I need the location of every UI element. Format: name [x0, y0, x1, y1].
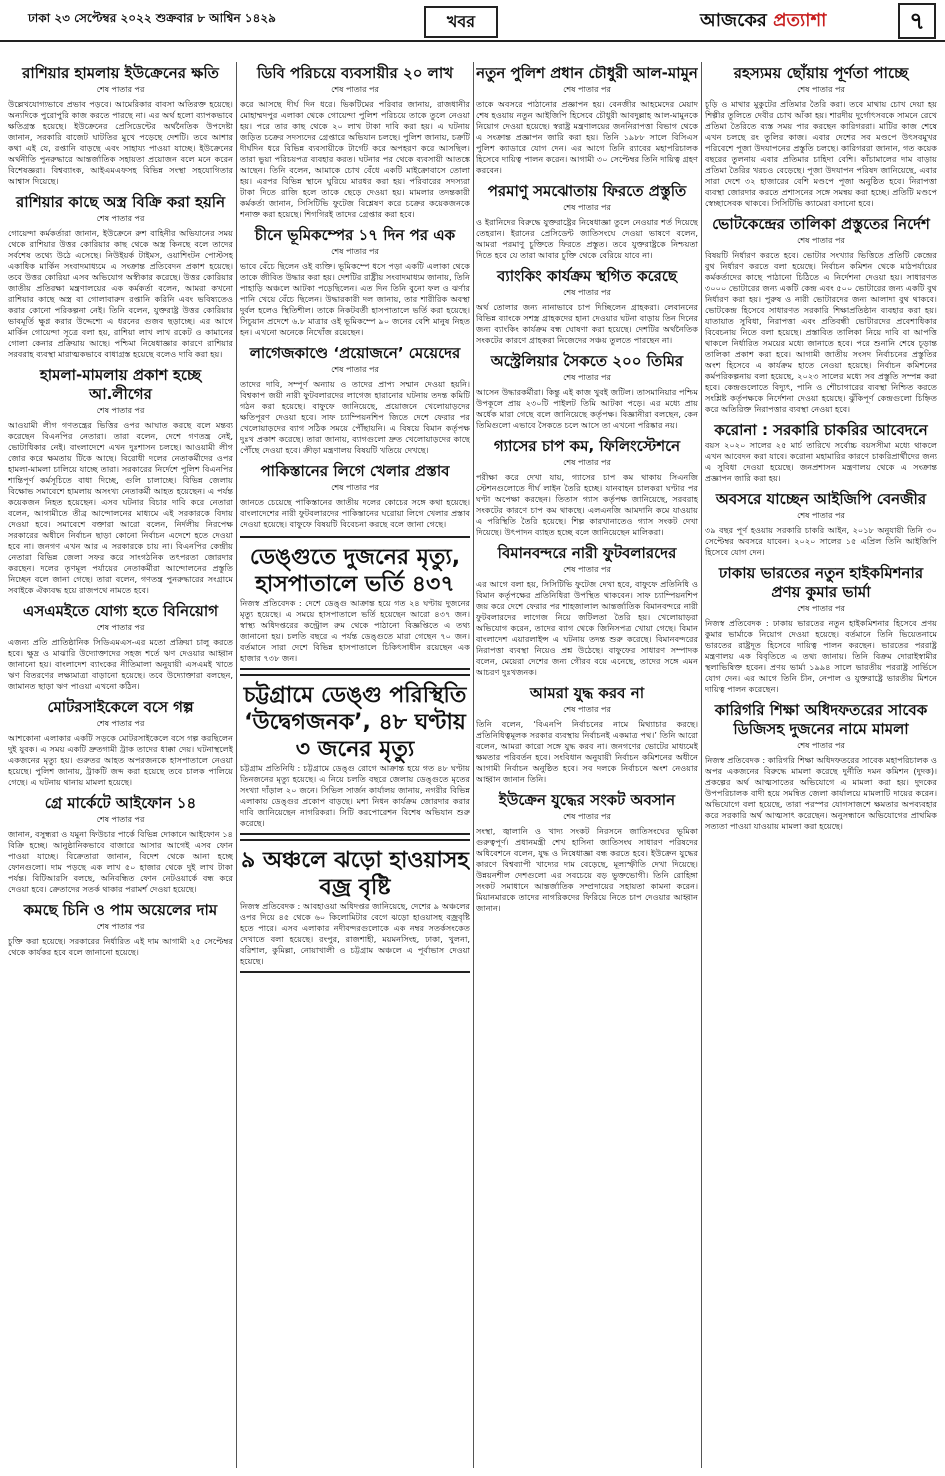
article-headline[interactable]: গ্রে মার্কেটে আইফোন ১৪	[44, 794, 197, 812]
article-headline[interactable]: পরমাণু সমঝোতায় ফিরতে প্রস্তুতি	[487, 182, 687, 200]
article-body: সংস্থা, জ্বালানি ও খাদ্য সংকট নিরসনে জাতিসংঘের ভূমিকা গুরুত্বপূর্ণ। প্রধানমন্ত্রী শেখ হাসিনা জাতিসংঘ সাধারণ পরিষদের অধিবেশনে বলেন, যুদ্ধ ও নিষেধাজ্ঞা বন্ধ করতে হবে। ইউক্রেন যুদ্ধের কারণে বিশ্বব্যাপী খাদ্যের দাম বেড়েছে, মূল্যস্ফীতি দেখা দিয়েছে। উন্নয়নশীল দেশগুলো এর সবচেয়ে বড় ভুক্তভোগী। তিনি রোহিঙ্গা সংকট সমাধানে আন্তর্জাতিক সম্প্রদায়ের সহায়তা কামনা করেন। মিয়ানমারকে তাদের নাগরিকদের ফিরিয়ে নিতে চাপ দেওয়ার আহ্বান জানান।	[476, 826, 698, 913]
continued-label: শেষ পাতার পর	[331, 85, 379, 94]
continued-label: শেষ পাতার পর	[96, 719, 145, 728]
column-3	[476, 62, 698, 1468]
article[interactable]	[240, 839, 470, 973]
article-headline[interactable]: রাশিয়ার কাছে অস্ত্র বিক্রি করা হয়নি	[15, 193, 226, 211]
article-body: আওয়ামী লীগ গণতন্ত্রের ভিত্তির ওপর আঘাত করছে বলে মন্তব্য করেছেন বিএনপির নেতারা। তারা বলেন, দেশে গণতন্ত্র নেই, ভোটাধিকার নেই। বাংলাদেশে এখন দুঃশাসন চলছে। আওয়ামী লীগ জোর করে ক্ষমতায় টিকে আছে। বিরোধী দলের নেতাকর্মীদের ওপর হামলা-মামলা চালিয়ে যাচ্ছে তারা। সরকারের নির্দেশে পুলিশ বিএনপির শান্তিপূর্ণ কর্মসূচিতে বাধা দিচ্ছে, গুলি চালাচ্ছে। বিভিন্ন জেলায় বিক্ষোভ সমাবেশে হামলায় অসংখ্য নেতাকর্মী আহত হয়েছেন। এ পর্যন্ত কয়েকজন নিহত হয়েছেন। এসব ঘটনার বিচার দাবি করে নেতারা বলেন, আগামীতে তীব্র আন্দোলনের মাধ্যমে এই সরকারকে বিদায় দেওয়া হবে। সমাবেশে বক্তারা আরো বলেন, নির্দলীয় নিরপেক্ষ সরকারের অধীনে নির্বাচন ছাড়া কোনো নির্বাচন এদেশে হতে দেওয়া হবে না। জনগণ এখন আর এ সরকারকে চায় না। বিএনপির কেন্দ্রীয় নেতারা বিভিন্ন জেলা সফর করে সাংগঠনিক তৎপরতা জোরদার করছেন। দলের তৃণমূল পর্যায়ের নেতাকর্মীরা আন্দোলনের প্রস্তুতি নিচ্ছেন বলে জানা গেছে। তারা বলেন, গণতন্ত্র পুনরুদ্ধারের সংগ্রামে সবাইকে ঐক্যবদ্ধ হয়ে রাজপথে নামতে হবে।	[8, 420, 233, 595]
article-body: চূড়ি ও মাথার মুকুটের প্রতিমার তৈরি করা। তবে মাথায় চোখ দেয়া হয় শিল্পীর তুলিতে দেবীর চোখ আঁকা হয়। শারদীয় দুর্গোৎসবকে সামনে রেখে প্রতিমা তৈরিতে ব্যস্ত সময় পার করছেন কারিগররা। মাটির কাজ শেষে এখন চলছে রং তুলির কাজ। এবার দেশের সব মণ্ডপে উৎসবমুখর পরিবেশে পূজা উদযাপনের প্রস্তুতি চলছে। কারিগররা জানান, গত কয়েক বছরের তুলনায় এবার প্রতিমার চাহিদা বেশি। কাঁচামালের দাম বাড়ায় প্রতিমা তৈরির খরচও বেড়েছে। পূজা উদযাপন পরিষদ জানিয়েছে, এবার সারা দেশে ৩২ হাজারের বেশি মণ্ডপে পূজা অনুষ্ঠিত হবে। নিরাপত্তা ব্যবস্থা জোরদার করতে প্রশাসনের সঙ্গে সমন্বয় করা হচ্ছে। প্রতিটি মণ্ডপে স্বেচ্ছাসেবক থাকবে। সিসিটিভি ক্যামেরা বসানো হবে।	[705, 99, 937, 208]
article-headline[interactable]: ডিবি পরিচয়ে ব্যবসায়ীর ২০ লাখ	[256, 64, 454, 82]
article-body: ও ইরানিদের বিরুদ্ধে যুক্তরাষ্ট্রের নিষেধাজ্ঞা তুলে নেওয়ার শর্ত দিয়েছে তেহরান। ইরানের প্রেসিডেন্ট জাতিসংঘে দেওয়া ভাষণে বলেন, আমরা পরমাণু চুক্তিতে ফিরতে প্রস্তুত। তবে যুক্তরাষ্ট্রকে নিশ্চয়তা দিতে হবে যে তারা আবার চুক্তি থেকে বেরিয়ে যাবে না।	[476, 217, 698, 260]
article-body: তিনি বলেন, ‘বিএনপি নির্বাচনের নামে মিথ্যাচার করছে। প্রতিনিধিত্বমূলক সরকার ব্যবস্থায় নির্বাচনই একমাত্র পথ।’ তিনি আরো বলেন, আমরা কারো সঙ্গে যুদ্ধ করব না। জনগণের ভোটের মাধ্যমেই ক্ষমতার পরিবর্তন হবে। সংবিধান অনুযায়ী নির্বাচন কমিশনের অধীনে আগামী নির্বাচন অনুষ্ঠিত হবে। সব দলকে নির্বাচনে অংশ নেওয়ার আহ্বান জানান তিনি।	[476, 719, 698, 784]
logo-text-b: প্রত্যাশা	[773, 10, 827, 31]
article[interactable]	[240, 462, 470, 530]
article-body: আসেন উদ্ধারকর্মীরা। কিন্তু এই কাজ খুবই জটিল। তাসমানিয়ার পশ্চিম উপকূলে প্রায় ২৩০টি পাইলট তিমি আটকা পড়ে। এর মধ্যে প্রায় অর্ধেক মারা গেছে বলে জানিয়েছে কর্তৃপক্ষ। বিজ্ঞানীরা বলছেন, কেন তিমিগুলো এভাবে সৈকতে চলে আসে তা এখনো পরিষ্কার নয়।	[476, 387, 698, 430]
article-body: তাকে অবসরে পাঠানোর প্রজ্ঞাপন হয়। বেনজীর আহমেদের মেয়াদ শেষ হওয়ায় নতুন আইজিপি হিসেবে চৌধুরী আবদুল্লাহ আল-মামুনকে নিয়োগ দেওয়া হয়েছে। স্বরাষ্ট্র মন্ত্রণালয়ের জননিরাপত্তা বিভাগ থেকে এ সংক্রান্ত প্রজ্ঞাপন জারি করা হয়। তিনি ১৯৮৮ সালে বিসিএস পুলিশ ক্যাডারে যোগ দেন। এর আগে তিনি র‌্যাবের মহাপরিচালক হিসেবে দায়িত্ব পালন করেন। আগামী ৩০ সেপ্টেম্বর তিনি দায়িত্ব গ্রহণ করবেন।	[476, 99, 698, 175]
article-body: ৩৯ বছর পূর্ণ হওয়ায় সরকারি চাকরি আইন, ২০১৮ অনুযায়ী তিনি ৩০ সেপ্টেম্বর অবসরে যাবেন। ২০২০ সালের ১৫ এপ্রিল তিনি আইজিপি হিসেবে যোগ দেন।	[705, 525, 937, 557]
continued-label: শেষ পাতার পর	[96, 406, 145, 415]
article-headline[interactable]: আমরা যুদ্ধ করব না	[529, 684, 645, 702]
article[interactable]	[476, 684, 698, 785]
continued-label: শেষ পাতার পর	[563, 705, 611, 714]
article[interactable]	[476, 64, 698, 176]
page-number: ৭	[898, 3, 936, 39]
column-rule	[236, 62, 237, 1468]
continued-label: শেষ পাতার পর	[797, 236, 845, 245]
continued-label: শেষ পাতার পর	[96, 85, 145, 94]
article-body: নিজস্ব প্রতিবেদক : দেশে ডেঙ্গু আক্রান্ত হয়ে গত ২৪ ঘণ্টায় দুজনের মৃত্যু হয়েছে। এ সময়ে হাসপাতালে ভর্তি হয়েছেন আরো ৪৩৭ জন। স্বাস্থ্য অধিদপ্তরের কন্ট্রোল রুম থেকে পাঠানো বিজ্ঞপ্তিতে এ তথ্য জানানো হয়। চলতি বছরে এ পর্যন্ত ডেঙ্গুতে মারা গেছেন ৭০ জন। বর্তমানে সারা দেশে বিভিন্ন হাসপাতালে চিকিৎসাধীন রয়েছেন এক হাজার ৭৩৮ জন।	[240, 598, 470, 663]
article[interactable]	[705, 490, 937, 558]
column-rule	[473, 62, 474, 1468]
continued-label: শেষ পাতার পর	[96, 815, 145, 824]
article-body: ভাবে বেঁচে ছিলেন ওই ব্যক্তি। ভূমিকম্পে ধসে পড়া একটি এলাকা থেকে তাকে জীবিত উদ্ধার করা হয়। দেশটির রাষ্ট্রীয় সংবাদমাধ্যম জানায়, তিনি পাহাড়ি অঞ্চলে আটকা পড়েছিলেন। এত দিন তিনি বুনো ফল ও ঝর্ণার পানি খেয়ে বেঁচে ছিলেন। উদ্ধারকারী দল জানায়, তার শারীরিক অবস্থা দুর্বল হলেও স্থিতিশীল। তাকে নিকটবর্তী হাসপাতালে ভর্তি করা হয়েছে। সিচুয়ান প্রদেশে ৬.৮ মাত্রার ওই ভূমিকম্পে ৯০ জনের বেশি মানুষ নিহত হন। এখনো অনেকে নিখোঁজ রয়েছেন।	[240, 261, 470, 337]
article-body: জানান, বসুন্ধরা ও যমুনা ফিউচার পার্কে বিভিন্ন দোকানে আইফোন ১৪ বিক্রি হচ্ছে। আনুষ্ঠানিকভাবে বাজারে আসার আগেই এসব ফোন পাওয়া যাচ্ছে। বিক্রেতারা জানান, বিদেশ থেকে আনা হচ্ছে ফোনগুলো। দাম পড়ছে এক লাখ ৫০ হাজার থেকে দুই লাখ টাকা পর্যন্ত। বিটিআরসি বলছে, অনিবন্ধিত ফোন নেটওয়ার্কে বন্ধ করে দেওয়া হবে। ক্রেতাদের সতর্ক থাকার পরামর্শ দেওয়া হয়েছে।	[8, 829, 233, 894]
article-body: করে আসছে দীর্ঘ দিন ধরে। ভিকটিমের পরিবার জানায়, রাজধানীর মোহাম্মদপুর এলাকা থেকে গোয়েন্দা পুলিশ পরিচয়ে তাকে তুলে নেওয়া হয়। পরে তার কাছ থেকে ২০ লাখ টাকা দাবি করা হয়। এ ঘটনায় জড়িত চক্রের সদস্যদের গ্রেপ্তারে অভিযান চলছে। পুলিশ জানায়, চক্রটি দীর্ঘদিন ধরে বিভিন্ন ব্যবসায়ীকে টার্গেট করে অপহরণ করে আসছিল। তারা ভুয়া পরিচয়পত্র ব্যবহার করত। ঘটনার পর থেকে ব্যবসায়ী আতঙ্কে আছেন। তিনি বলেন, আমাকে চোখ বেঁধে একটি মাইক্রোবাসে তোলা হয়। এরপর বিভিন্ন স্থানে ঘুরিয়ে মারধর করা হয়। পরিবারের সদস্যরা টাকা দিতে রাজি হলে তাকে ছেড়ে দেওয়া হয়। মামলার তদন্তকারী কর্মকর্তা জানান, সিসিটিভি ফুটেজ বিশ্লেষণ করে চক্রের কয়েকজনকে শনাক্ত করা হয়েছে। শিগগিরই তাদের গ্রেপ্তার করা হবে।	[240, 99, 470, 219]
article[interactable]	[240, 344, 470, 456]
continued-label: শেষ পাতার পর	[563, 288, 611, 297]
article-headline[interactable]: চীনে ভূমিকম্পের ১৭ দিন পর এক	[254, 226, 456, 244]
continued-label: শেষ পাতার পর	[797, 604, 845, 613]
article-body: নিজস্ব প্রতিবেদক : কারিগরি শিক্ষা অধিদফতরের সাবেক মহাপরিচালক ও অপর একজনের বিরুদ্ধে মামলা করেছে দুর্নীতি দমন কমিশন (দুদক)। প্রকল্পের অর্থ আত্মসাতের অভিযোগে এ মামলা করা হয়। দুদকের উপপরিচালক বাদী হয়ে সমন্বিত জেলা কার্যালয়ে মামলাটি দায়ের করেন। অভিযোগে বলা হয়েছে, তারা পরস্পর যোগসাজশে ক্ষমতার অপব্যবহার করে সরকারি অর্থ আত্মসাৎ করেছেন। অনুসন্ধানে অভিযোগের প্রাথমিক সত্যতা পাওয়া যাওয়ায় মামলা করা হয়েছে।	[705, 755, 937, 831]
article[interactable]	[8, 901, 233, 958]
article-body: গোয়েন্দা কর্মকর্তারা জানান, ইউক্রেনে রুশ বাহিনীর অভিযানের সময় থেকে রাশিয়ার উত্তর কোরিয়ার কাছ থেকে অস্ত্র কিনছে বলে তাদের সর্বশেষ তথ্যে উঠে এসেছে। নিউইয়র্ক টাইমস, ওয়াশিংটন পোস্টসহ একাধিক মার্কিন সংবাদমাধ্যমে এ সংক্রান্ত প্রতিবেদন প্রকাশ হয়েছে। তবে উত্তর কোরিয়া এসব অভিযোগ অস্বীকার করেছে। উত্তর কোরিয়ার জাতীয় প্রতিরক্ষা মন্ত্রণালয়ের এক কর্মকর্তা বলেন, আমরা কখনো রাশিয়ার কাছে অস্ত্র বা গোলাবারুদ রপ্তানি করিনি এবং ভবিষ্যতেও করার কোনো পরিকল্পনা নেই। তিনি বলেন, যুক্তরাষ্ট্র উত্তর কোরিয়ার ভাবমূর্তি ক্ষুণ্ণ করার উদ্দেশ্যে এ ধরনের গুজব ছড়াচ্ছে। এর আগে মার্কিন গোয়েন্দা সূত্রে বলা হয়, রাশিয়া লাখ লাখ রকেট ও কামানের গোলা কেনার প্রক্রিয়ায় আছে। পশ্চিমা নিষেধাজ্ঞার কারণে রাশিয়ার সরবরাহ ব্যবস্থা মারাত্মকভাবে বাধাগ্রস্ত হয়েছে বলেও দাবি করা হয়।	[8, 228, 233, 359]
article-headline[interactable]: ব্যাংকিং কার্যক্রম স্থগিত করেছে	[497, 267, 677, 285]
article-headline[interactable]: চট্টগ্রামে ডেঙ্গু পরিস্থিতি ‘উদ্বেগজনক’, ৪৮ ঘণ্টায় ৩ জনের মৃত্যু	[243, 683, 467, 762]
continued-label: শেষ পাতার পর	[96, 623, 145, 632]
article-headline[interactable]: গ্যাসের চাপ কম, ফিলিংস্টেশনে	[493, 437, 681, 455]
article[interactable]	[240, 226, 470, 338]
article-headline[interactable]: পাকিস্তানের লিগে খেলার প্রস্তাব	[260, 462, 450, 480]
logo-text-a: আজকের	[700, 10, 774, 31]
article[interactable]	[705, 215, 937, 415]
article[interactable]	[8, 193, 233, 360]
continued-label: শেষ পাতার পর	[331, 247, 379, 256]
continued-label: শেষ পাতার পর	[563, 458, 611, 467]
article-headline[interactable]: ডেঙ্গুতে দুজনের মৃত্যু, হাসপাতালে ভর্তি ৪৩৭	[249, 545, 461, 597]
article-body: জানতে চেয়েছে পাকিস্তানের জাতীয় দলের কোচের সঙ্গে কথা হয়েছে। বাংলাদেশের নারী ফুটবলারদের পাকিস্তানের ঘরোয়া লিগে খেলার প্রস্তাব দেওয়া হয়েছে। বাফুফে বিষয়টি বিবেচনা করছে বলে জানা গেছে।	[240, 497, 470, 529]
article[interactable]	[476, 352, 698, 431]
article[interactable]	[8, 602, 233, 692]
article[interactable]	[8, 698, 233, 788]
article[interactable]	[8, 366, 233, 596]
article[interactable]	[476, 544, 698, 678]
issue-date: ঢাকা ২৩ সেপ্টেম্বর ২০২২ শুক্রবার ৮ আশ্বিন ১৪২৯	[28, 11, 276, 25]
continued-label: শেষ পাতার পর	[563, 373, 611, 382]
continued-label: শেষ পাতার পর	[797, 511, 845, 520]
article-headline[interactable]: কারিগরি শিক্ষা অধিদফতরের সাবেক ডিজিসহ দুজনের নামে মামলা	[714, 701, 928, 738]
article-headline[interactable]: করোনা : সরকারি চাকরির আবেদনে	[714, 421, 928, 439]
masthead-logo	[700, 6, 826, 37]
column-1	[8, 62, 233, 1468]
article-headline[interactable]: হামলা-মামলায় প্রকাশ হচ্ছে আ.লীগের	[39, 366, 202, 403]
continued-label: শেষ পাতার পর	[96, 922, 145, 931]
article[interactable]	[240, 674, 470, 835]
column-4	[705, 62, 937, 1468]
continued-label: শেষ পাতার পর	[797, 85, 845, 94]
column-rule	[701, 62, 702, 1468]
article[interactable]	[240, 64, 470, 220]
article-body: আশকোনা এলাকার একটি সড়কে মোটরসাইকেলে বসে গল্প করছিলেন দুই যুবক। এ সময় একটি দ্রুতগামী ট্রাক তাদের ধাক্কা দেয়। ঘটনাস্থলেই একজনের মৃত্যু হয়। গুরুতর আহত অপরজনকে হাসপাতালে নেওয়া হয়েছে। পুলিশ জানায়, ট্রাকটি জব্দ করা হয়েছে তবে চালক পালিয়ে গেছে। এ ঘটনায় থানায় মামলা হয়েছে।	[8, 733, 233, 787]
article-headline[interactable]: অবসরে যাচ্ছেন আইজিপি বেনজীর	[715, 490, 927, 508]
article-headline[interactable]: মোটরসাইকেলে বসে গল্প	[47, 698, 194, 716]
article[interactable]	[705, 421, 937, 484]
article-body: নিজস্ব প্রতিবেদক : আবহাওয়া অধিদপ্তর জানিয়েছে, দেশের ৯ অঞ্চলের ওপর দিয়ে ৪৫ থেকে ৬০ কিলোমিটার বেগে ঝড়ো হাওয়াসহ বজ্রবৃষ্টি হতে পারে। এসব এলাকার নদীবন্দরগুলোকে এক নম্বর সতর্কসংকেত দেখাতে বলা হয়েছে। রংপুর, রাজশাহী, ময়মনসিংহ, ঢাকা, খুলনা, বরিশাল, কুমিল্লা, নোয়াখালী ও চট্টগ্রাম অঞ্চলে এ পূর্বাভাস দেওয়া হয়েছে।	[240, 901, 470, 966]
article-body: বয়স ২০২০ সালের ২৫ মার্চ তারিখে সর্বোচ্চ বয়সসীমা মধ্যে থাকলে এখন আবেদন করা যাবে। করোনা মহামারির কারণে চাকরিপ্রার্থীদের জন্য এ সুবিধা দেওয়া হয়েছে। জনপ্রশাসন মন্ত্রণালয় থেকে এ সংক্রান্ত প্রজ্ঞাপন জারি করা হয়।	[705, 440, 937, 483]
article[interactable]	[8, 64, 233, 187]
continued-label: শেষ পাতার পর	[563, 812, 611, 821]
article[interactable]	[476, 791, 698, 914]
continued-label: শেষ পাতার পর	[563, 203, 611, 212]
article-body: নিজস্ব প্রতিবেদক : ঢাকায় ভারতের নতুন হাইকমিশনার হিসেবে প্রণয় কুমার ভার্মাকে নিয়োগ দেওয়া হয়েছে। বর্তমানে তিনি ভিয়েতনামে ভারতের রাষ্ট্রদূত হিসেবে দায়িত্ব পালন করছেন। ভারতের পররাষ্ট্র মন্ত্রণালয় এক বিবৃতিতে এ তথ্য জানায়। তিনি বিক্রম দোরাইস্বামীর স্থলাভিষিক্ত হবেন। প্রণয় ভার্মা ১৯৯৪ সালে ভারতীয় পররাষ্ট্র সার্ভিসে যোগ দেন। এর আগে তিনি চীন, নেপাল ও যুক্তরাষ্ট্রে ভারতীয় মিশনে দায়িত্ব পালন করেছেন।	[705, 618, 937, 694]
article-body: উল্লেখযোগ্যভাবে প্রভাব পড়বে। আমেরিকার বাবসা অতিরক্ত হয়েছে। অন্যদিকে পুরোপুরি কাজ করতে পারছে না। এর অর্থ হলো ব্যাপকভাবে ক্ষতিগ্রস্ত হয়েছে। ইউক্রেনের প্রেসিডেন্টের অর্থনৈতিক উপদেষ্টা জানান, সরকারি বাজেট ঘাটতির মুখে পড়েছে দেশটি। তবে আশার কথা এই যে, রপ্তানি বাড়ছে এবং সাহায্য পাওয়া যাচ্ছে। ইউক্রেনের অর্থনীতি পুনরুদ্ধারে আন্তর্জাতিক সহায়তা প্রয়োজন বলে মনে করেন বিশেষজ্ঞরা। বিশ্বব্যাংক, আইএমএফসহ বিভিন্ন সংস্থা সহযোগিতার আশ্বাস দিয়েছে।	[8, 99, 233, 186]
article-body: এজন্য প্রতি প্রাতিষ্ঠানিক সিডিএমএস-এর মতো প্রক্রিয়া চালু করতে হবে। ক্ষুদ্র ও মাঝারি উদ্যোক্তাদের সহজ শর্তে ঋণ দেওয়ার আহ্বান জানানো হয়। বাংলাদেশ ব্যাংকের নীতিমালা অনুযায়ী এসএমই খাতে ঋণ বিতরণের লক্ষ্যমাত্রা বাড়ানো হয়েছে। তবে উদ্যোক্তারা বলছেন, জামানত ছাড়া ঋণ পাওয়া এখনো কঠিন।	[8, 637, 233, 691]
continued-label: শেষ পাতার পর	[331, 365, 379, 374]
continued-label: শেষ পাতার পর	[563, 565, 611, 574]
article-headline[interactable]: কমছে চিনি ও পাম অয়েলের দাম	[23, 901, 218, 919]
article[interactable]	[476, 437, 698, 538]
article-headline[interactable]: অস্ট্রেলিয়ার সৈকতে ২০০ তিমির	[490, 352, 684, 370]
article-body: চট্টগ্রাম প্রতিনিধি : চট্টগ্রামে ডেঙ্গু রোগে আক্রান্ত হয়ে গত ৪৮ ঘণ্টায় তিনজনের মৃত্যু হয়েছে। এ নিয়ে চলতি বছরে জেলায় ডেঙ্গুতে মৃতের সংখ্যা দাঁড়াল ২০ জনে। সিভিল সার্জন কার্যালয় জানায়, নগরীর বিভিন্ন এলাকায় ডেঙ্গুর প্রকোপ বাড়ছে। মশা নিধন কার্যক্রম জোরদার করার দাবি জানিয়েছেন নাগরিকরা। সিটি করপোরেশন বিশেষ অভিযান শুরু করেছে।	[240, 763, 470, 828]
article[interactable]	[705, 701, 937, 832]
article[interactable]	[240, 536, 470, 670]
article-headline[interactable]: ভোটকেন্দ্রের তালিকা প্রস্তুতের নির্দেশ	[712, 215, 930, 233]
section-name: খবর	[424, 6, 498, 38]
article-body: অর্থ তোলার জন্য নানাভাবে চাপ দিচ্ছিলেন গ্রাহকরা। লেবাননের বিভিন্ন ব্যাংকে সশস্ত্র গ্রাহকদের হানা দেওয়ার ঘটনা বাড়ায় তিন দিনের জন্য ব্যাংকিং কার্যক্রম বন্ধ ঘোষণা করা হয়েছে। দেশটির অর্থনৈতিক সংকটের কারণে গ্রাহকরা নিজেদের সঞ্চয় তুলতে পারছেন না।	[476, 302, 698, 345]
article[interactable]	[476, 182, 698, 261]
article-body: এর আগে বলা হয়, সিসিটিভি ফুটেজ দেখা হবে, বাফুফে প্রতিনিধি ও বিমান কর্তৃপক্ষের প্রতিনিধিরা উপস্থিত থাকবেন। সাফ চ্যাম্পিয়নশিপ জয় করে দেশে ফেরার পর শাহজালাল আন্তর্জাতিক বিমানবন্দরে নারী ফুটবলারদের লাগেজ নিয়ে জটিলতা তৈরি হয়। খেলোয়াড়রা অভিযোগ করেন, তাদের ব্যাগ থেকে জিনিসপত্র খোয়া গেছে। বিমান বাংলাদেশ এয়ারলাইন্স এ ঘটনায় তদন্ত শুরু করেছে। বিমানবন্দরের নিরাপত্তা ব্যবস্থা নিয়েও প্রশ্ন উঠেছে। বাফুফের সাধারণ সম্পাদক বলেন, মেয়েরা দেশের জন্য গৌরব বয়ে এনেছে, তাদের সঙ্গে এমন আচরণ দুঃখজনক।	[476, 579, 698, 677]
article-body: বিষয়টি নির্ধারণ করতে হবে। ভোটার সংখ্যার ভিত্তিতে প্রতিটি কেন্দ্রের বুথ নির্ধারণ করতে বলা হয়েছে। নির্বাচন কমিশন থেকে মাঠপর্যায়ের কর্মকর্তাদের কাছে পাঠানো চিঠিতে এ নির্দেশনা দেওয়া হয়। সাধারণত ৩০০০ ভোটারের জন্য একটি কেন্দ্র এবং ৫০০ ভোটারের জন্য একটি বুথ নির্ধারণ করা হয়। পুরুষ ও নারী ভোটারদের জন্য আলাদা বুথ থাকবে। ভোটকেন্দ্র হিসেবে সাধারণত সরকারি শিক্ষাপ্রতিষ্ঠান ব্যবহার করা হয়। যাতায়াত সুবিধা, নিরাপত্তা এবং প্রতিবন্ধী ভোটারদের প্রবেশাধিকার বিবেচনায় নিতে বলা হয়েছে। প্রস্তাবিত তালিকা নিয়ে দাবি বা আপত্তি থাকলে নির্ধারিত সময়ের মধ্যে জানাতে হবে। পরে শুনানি শেষে চূড়ান্ত তালিকা প্রকাশ করা হবে। আগামী জাতীয় সংসদ নির্বাচনের প্রস্তুতির অংশ হিসেবে এ কার্যক্রম হাতে নেওয়া হয়েছে। নির্বাচন কমিশনের কর্মপরিকল্পনায় বলা হয়েছে, ২০২৩ সালের মধ্যে সব প্রস্তুতি সম্পন্ন করা হবে। কেন্দ্রগুলোতে বিদ্যুৎ, পানি ও শৌচাগারের ব্যবস্থা নিশ্চিত করতে সংশ্লিষ্ট কর্তৃপক্ষকে নির্দেশনা দেওয়া হয়েছে। ঝুঁকিপূর্ণ কেন্দ্রগুলো চিহ্নিত করে অতিরিক্ত নিরাপত্তার ব্যবস্থা নেওয়া হবে।	[705, 250, 937, 414]
article-headline[interactable]: এসএমইতে যোগ্য হতে বিনিয়োগ	[22, 602, 219, 620]
article-headline[interactable]: ঢাকায় ভারতের নতুন হাইকমিশনার প্রণয় কুমার ভার্মা	[718, 564, 924, 601]
article-headline[interactable]: রহস্যময় ছোঁয়ায় পূর্ণতা পাচ্ছে	[733, 64, 909, 82]
article-headline[interactable]: নতুন পুলিশ প্রধান চৌধুরী আল-মামুন	[476, 64, 698, 82]
article-headline[interactable]: ইউক্রেন যুদ্ধের সংকট অবসান	[498, 791, 676, 809]
continued-label: শেষ পাতার পর	[563, 85, 611, 94]
article-body: তাদের দাবি, সম্পূর্ণ অন্যায় ও তাদের প্রাপ্য সম্মান দেওয়া হয়নি। বিশ্বকাপ জয়ী নারী ফুটবলারদের লাগেজ হারানোর ঘটনায় তদন্ত কমিটি গঠন করা হয়েছে। বাফুফে জানিয়েছে, প্রয়োজনে খেলোয়াড়দের ক্ষতিপূরণ দেওয়া হবে। সাফ চ্যাম্পিয়নশিপ জিতে দেশে ফেরার পর খেলোয়াড়দের ব্যাগ সঠিক সময়ে পৌঁছায়নি। এ বিষয়ে বিমান কর্তৃপক্ষ দুঃখ প্রকাশ করেছে। তারা জানায়, ব্যাগগুলো দ্রুত খেলোয়াড়দের কাছে পৌঁছে দেওয়া হবে। ক্রীড়া মন্ত্রণালয় বিষয়টি খতিয়ে দেখছে।	[240, 379, 470, 455]
continued-label: শেষ পাতার পর	[96, 214, 145, 223]
continued-label: শেষ পাতার পর	[331, 483, 379, 492]
article-headline[interactable]: রাশিয়ার হামলায় ইউক্রেনের ক্ষতি	[22, 64, 219, 82]
article-body: চুক্তি করা হয়েছে। সরকারের নির্ধারিত এই দাম আগামী ২৫ সেপ্টেম্বর থেকে কার্যকর হবে বলে জানানো হয়েছে।	[8, 936, 233, 957]
article-headline[interactable]: বিমানবন্দরে নারী ফুটবলারদের	[497, 544, 677, 562]
article[interactable]	[705, 64, 937, 209]
column-2	[240, 62, 470, 1468]
article-headline[interactable]: ৯ অঞ্চলে ঝড়ো হাওয়াসহ বজ্র বৃষ্টি	[241, 848, 469, 900]
article[interactable]	[8, 794, 233, 895]
article-headline[interactable]: লাগেজকাণ্ডে ‘প্রয়োজনে’ মেয়েদের	[249, 344, 461, 362]
article[interactable]	[476, 267, 698, 346]
continued-label: শেষ পাতার পর	[797, 741, 845, 750]
page-header	[0, 0, 945, 42]
article[interactable]	[705, 564, 937, 695]
article-body: পরীক্ষা করে দেখা যায়, গ্যাসের চাপ কম থাকায় সিএনজি স্টেশনগুলোতে দীর্ঘ লাইন তৈরি হচ্ছে। যানবাহন চালকরা ঘণ্টার পর ঘণ্টা অপেক্ষা করছেন। তিতাস গ্যাস কর্তৃপক্ষ জানিয়েছে, সরবরাহ সংকটের কারণে চাপ কম থাকছে। এলএনজি আমদানি কমে যাওয়ায় এ পরিস্থিতি তৈরি হয়েছে। শিল্প কারখানাতেও গ্যাস সংকট দেখা দিয়েছে। উৎপাদন ব্যাহত হচ্ছে বলে জানিয়েছেন মালিকরা।	[476, 472, 698, 537]
